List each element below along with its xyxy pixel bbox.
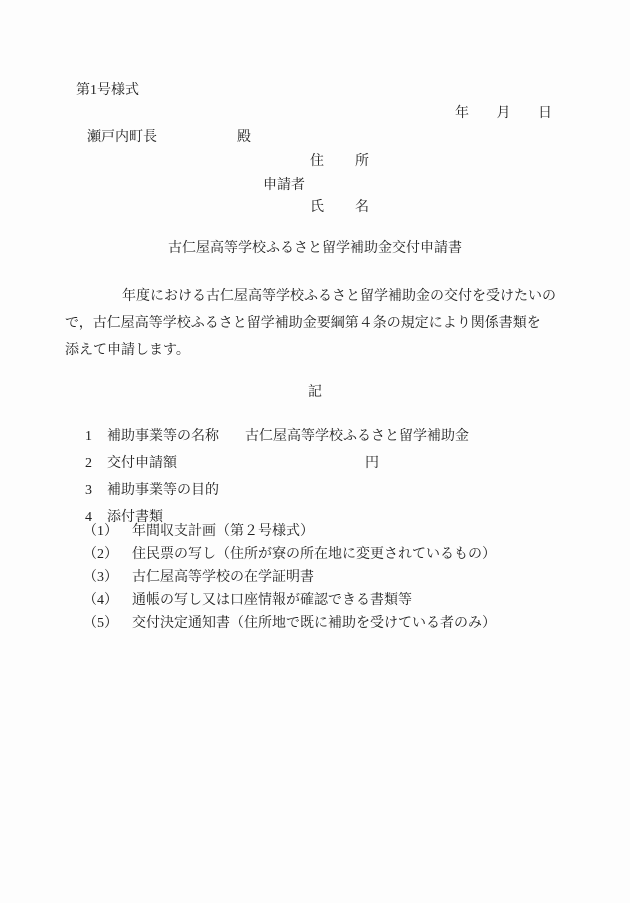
body-line-1: 年度における古仁屋高等学校ふるさと留学補助金の交付を受けたいの [122, 289, 556, 304]
attachment-row-1 [0, 523, 630, 541]
item-value: 円 [365, 456, 379, 471]
address-label-char-1: 住 [310, 154, 324, 169]
item-row-1 [0, 428, 630, 446]
item-label: 交付申請額 [107, 456, 177, 471]
date-line [455, 105, 552, 122]
attachment-text: 交付決定通知書（住所地で既に補助を受けている者のみ） [132, 616, 496, 631]
applicant-address-label [310, 153, 369, 170]
attachment-row-2 [0, 546, 630, 564]
item-row-2 [0, 455, 630, 473]
addressee-line [0, 129, 630, 147]
item-number: 2 [85, 456, 92, 471]
attachment-text: 住民票の写し（住所が寮の所在地に変更されているもの） [132, 547, 496, 562]
item-label: 添付書類 [107, 510, 163, 525]
attachment-row-3 [0, 569, 630, 587]
item-value: 古仁屋高等学校ふるさと留学補助金 [245, 429, 469, 444]
attachment-number: （2） [83, 547, 118, 562]
attachment-row-5 [0, 615, 630, 633]
applicant-name-label [310, 199, 369, 216]
attachment-number: （5） [83, 616, 118, 631]
record-marker: 記 [308, 385, 322, 400]
attachment-number: （4） [83, 593, 118, 608]
date-month-label: 月 [496, 106, 511, 121]
attachment-text: 年間収支計画（第２号様式） [132, 524, 314, 539]
item-number: 4 [85, 510, 92, 525]
name-label-char-1: 氏 [310, 200, 324, 215]
body-line-3: 添えて申請します。 [65, 343, 190, 358]
date-year-label: 年 [455, 106, 469, 121]
document-title: 古仁屋高等学校ふるさと留学補助金交付申請書 [168, 241, 462, 256]
attachment-number: （1） [83, 524, 118, 539]
applicant-label: 申請者 [263, 178, 305, 193]
date-day-label: 日 [538, 106, 552, 121]
item-label: 補助事業等の名称 [107, 429, 219, 444]
item-label: 補助事業等の目的 [107, 483, 219, 498]
attachment-number: （3） [83, 570, 118, 585]
body-line-2: で，古仁屋高等学校ふるさと留学補助金要綱第４条の規定により関係書類を [65, 316, 541, 331]
address-label-char-2: 所 [355, 154, 369, 169]
addressee-name: 瀬戸内町長 [87, 130, 157, 145]
name-label-char-2: 名 [355, 200, 369, 215]
attachment-text: 古仁屋高等学校の在学証明書 [132, 570, 314, 585]
addressee-honorific: 殿 [237, 130, 251, 145]
item-number: 3 [85, 483, 92, 498]
item-number: 1 [85, 429, 92, 444]
attachment-text: 通帳の写し又は口座情報が確認できる書類等 [132, 593, 412, 608]
form-number: 第1号様式 [76, 83, 139, 98]
attachment-row-4 [0, 592, 630, 610]
item-row-3 [0, 482, 630, 500]
